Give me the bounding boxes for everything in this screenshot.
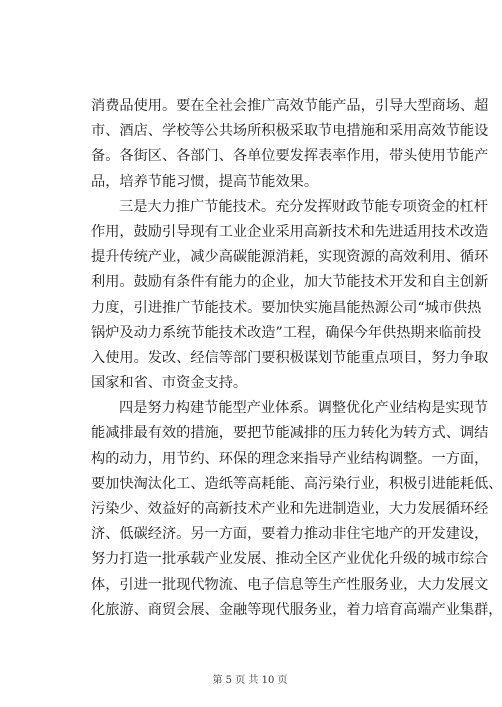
document-body	[91, 94, 502, 623]
paragraph-first-line: 三是大力推广节能技术。充分发挥财政节能专项资金的杠杆	[119, 198, 488, 215]
text-line: 污染少、效益好的高新技术产业和先进制造业，大力发展循环经	[91, 501, 489, 517]
paragraph-first-line: 四是努力构建节能型产业体系。调整优化产业结构是实现节	[119, 400, 488, 417]
text-line: 作用，鼓励引导现有工业企业采用高新技术和先进适用技术改造	[91, 223, 489, 240]
page-number: 第 5 页 共 10 页	[212, 675, 288, 686]
text-line: 利用。鼓励有条件有能力的企业，加大节能技术开发和自主创新	[91, 274, 489, 291]
text-line: 备。各街区、各部门、各单位要发挥表率作用，带头使用节能产	[91, 148, 489, 165]
text-line: 锅炉及动力系统节能技术改造”工程，确保今年供热期来临前投	[91, 324, 482, 341]
text-line: 消费品使用。要在全社会推广高效节能产品，引导大型商场、超	[91, 98, 489, 114]
text-line: 提升传统产业，减少高碳能源消耗，实现资源的高效利用、循环	[91, 249, 489, 266]
text-line: 要加快淘汰化工、造纸等高耗能、高污染行业，积极引进能耗低、	[91, 475, 502, 492]
text-line: 化旅游、商贸会展、金融等现代服务业，着力培育高端产业集群，	[91, 601, 502, 618]
text-line: 入使用。发改、经信等部门要积极谋划节能重点项目，努力争取	[91, 349, 489, 366]
text-line: 力度，引进推广节能技术。要加快实施昌能热源公司“城市供热	[91, 299, 482, 316]
text-line: 济、低碳经济。另一方面，要着力推动非住宅地产的开发建设，	[91, 526, 489, 543]
text-line: 品，培养节能习惯，提高节能效果。	[91, 173, 319, 190]
text-line: 市、酒店、学校等公共场所积极采取节电措施和采用高效节能设	[91, 123, 489, 140]
text-line: 构的动力，用节约、环保的理念来指导产业结构调整。一方面，	[91, 450, 489, 467]
text-line: 能减排最有效的措施，要把节能减排的压力转化为转方式、调结	[91, 425, 489, 442]
text-line: 努力打造一批承载产业发展、推动全区产业优化升级的城市综合	[91, 551, 489, 568]
text-line: 体，引进一批现代物流、电子信息等生产性服务业，大力发展文	[91, 576, 489, 593]
text-line: 国家和省、市资金支持。	[91, 375, 248, 392]
